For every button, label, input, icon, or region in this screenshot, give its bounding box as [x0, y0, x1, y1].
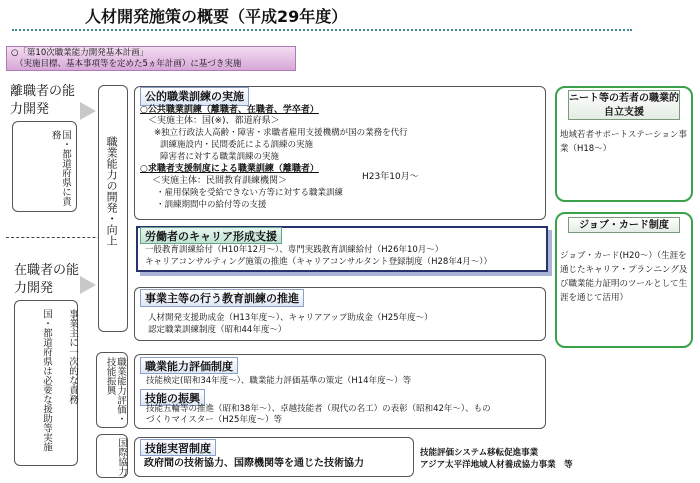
employer-training-header: 事業主等の行う教育訓練の推進 — [140, 289, 304, 307]
separated-actor-text: 国・都道府県に責務 — [49, 130, 71, 206]
basis-banner — [6, 46, 296, 71]
public-training-header: 公的職業訓練の実施 — [140, 87, 249, 106]
skill-promotion-line-1: 技能五輪等の推進（昭和38年〜）、卓越技能者（現代の名工）の表彰（昭和42年〜）、もの — [146, 404, 491, 414]
basis-line-1: ○「第10次職業能力開発基本計画」 — [11, 48, 149, 58]
seeker-support-date: H23年10月〜 — [362, 172, 419, 182]
title-underline — [12, 29, 632, 31]
skill-promotion-header: 技能の振興 — [140, 389, 205, 406]
job-card-body: ジョブ・カード(H20〜）（生涯を通じたキャリア・プランニング及び職業能力証明のツールとして生涯を通じて活用） — [560, 251, 688, 303]
job-card-header: ジョブ・カード制度 — [568, 217, 680, 233]
vocational-development-box — [98, 85, 128, 332]
employer-training-line-1: 人材開発支援助成金（H13年度〜）、キャリアアップ助成金（H25年度〜） — [148, 313, 433, 323]
evaluation-line-1: 技能検定(昭和34年度〜）、職業能力評価基準の策定（H14年度〜）等 — [146, 376, 412, 386]
evaluation-label: 職業能力評価・技能振興 — [104, 357, 126, 424]
seeker-support-1: ・雇用保険を受給できない方等に対する職業訓練 — [156, 188, 344, 198]
seeker-support-title: ○求職者支援制度による職業訓練（離職者） — [140, 164, 319, 174]
intl-cooperation-header: 技能実習制度 — [140, 439, 216, 456]
public-note-3: 障害者に対する職業訓練の実施 — [160, 152, 280, 162]
seeker-support-2: ・訓練期間中の給付等の支援 — [156, 200, 267, 210]
employed-actor-text-1: 事業主に一次的な責務 — [67, 309, 78, 404]
public-note-2: 訓練施設内・民間委託による訓練の実施 — [160, 140, 314, 150]
employed-actor-text-2: 国・都道府県は必要な援助等実施 — [41, 309, 52, 452]
evaluation-header: 職業能力評価制度 — [140, 357, 238, 374]
seeker-support-body: ＜実施主体：民間教育訓練機関＞ — [152, 176, 288, 186]
intl-cooperation-main: 政府間の技術協力、国際機関等を通じた技術協力 — [144, 458, 364, 469]
arrow-right-icon — [80, 276, 96, 294]
employer-training-line-2: 認定職業訓練制度（昭和44年度〜） — [148, 325, 287, 335]
public-note-1: ※独立行政法人高齢・障害・求職者雇用支援機構が国の業務を代行 — [154, 128, 408, 138]
public-vocational-body: ＜実施主体：国(※)、都道府県＞ — [148, 116, 280, 126]
separated-workers-title: 離職者の能力開発 — [10, 84, 76, 117]
vocational-development-label: 職業能力の開発・向上 — [105, 136, 119, 246]
career-support-header: 労働者のキャリア形成支援 — [140, 227, 282, 244]
career-support-line-1: 一般教育訓練給付（H10年12月〜）、専門実践教育訓練給付（H26年10月〜） — [145, 245, 444, 255]
intl-label: 国際協力 — [116, 438, 127, 476]
career-support-line-2: キャリアコンサルティング施策の推進（キャリアコンサルタント登録制度（H28年4月〜）） — [145, 257, 492, 267]
neet-support-body: 地域若者サポートステーション事業（H18〜） — [560, 130, 687, 154]
intl-cooperation-side-1: 技能評価システム移転促進事業 — [420, 448, 539, 458]
intl-cooperation-side-2: アジア太平洋地域人材養成協力事業 等 — [420, 460, 573, 470]
arrow-right-icon — [80, 102, 96, 120]
neet-support-header: ニート等の若者の職業的自立支援 — [568, 90, 680, 120]
basis-line-2: （実施目標、基本事項等を定めた5ヵ年計画）に基づき実施 — [15, 58, 242, 69]
public-vocational-title: ○公共職業訓練（離職者、在職者、学卒者） — [140, 105, 319, 115]
page-title: 人材開発施策の概要（平成29年度） — [85, 7, 348, 26]
employed-workers-title: 在職者の能力開発 — [14, 263, 80, 296]
skill-promotion-line-2: づくりマイスター（H25年度〜）等 — [146, 415, 282, 425]
evaluation-label-box — [96, 352, 128, 428]
intl-label-box — [96, 434, 128, 478]
separated-actor-box — [12, 121, 77, 212]
employed-actor-box — [14, 300, 78, 466]
